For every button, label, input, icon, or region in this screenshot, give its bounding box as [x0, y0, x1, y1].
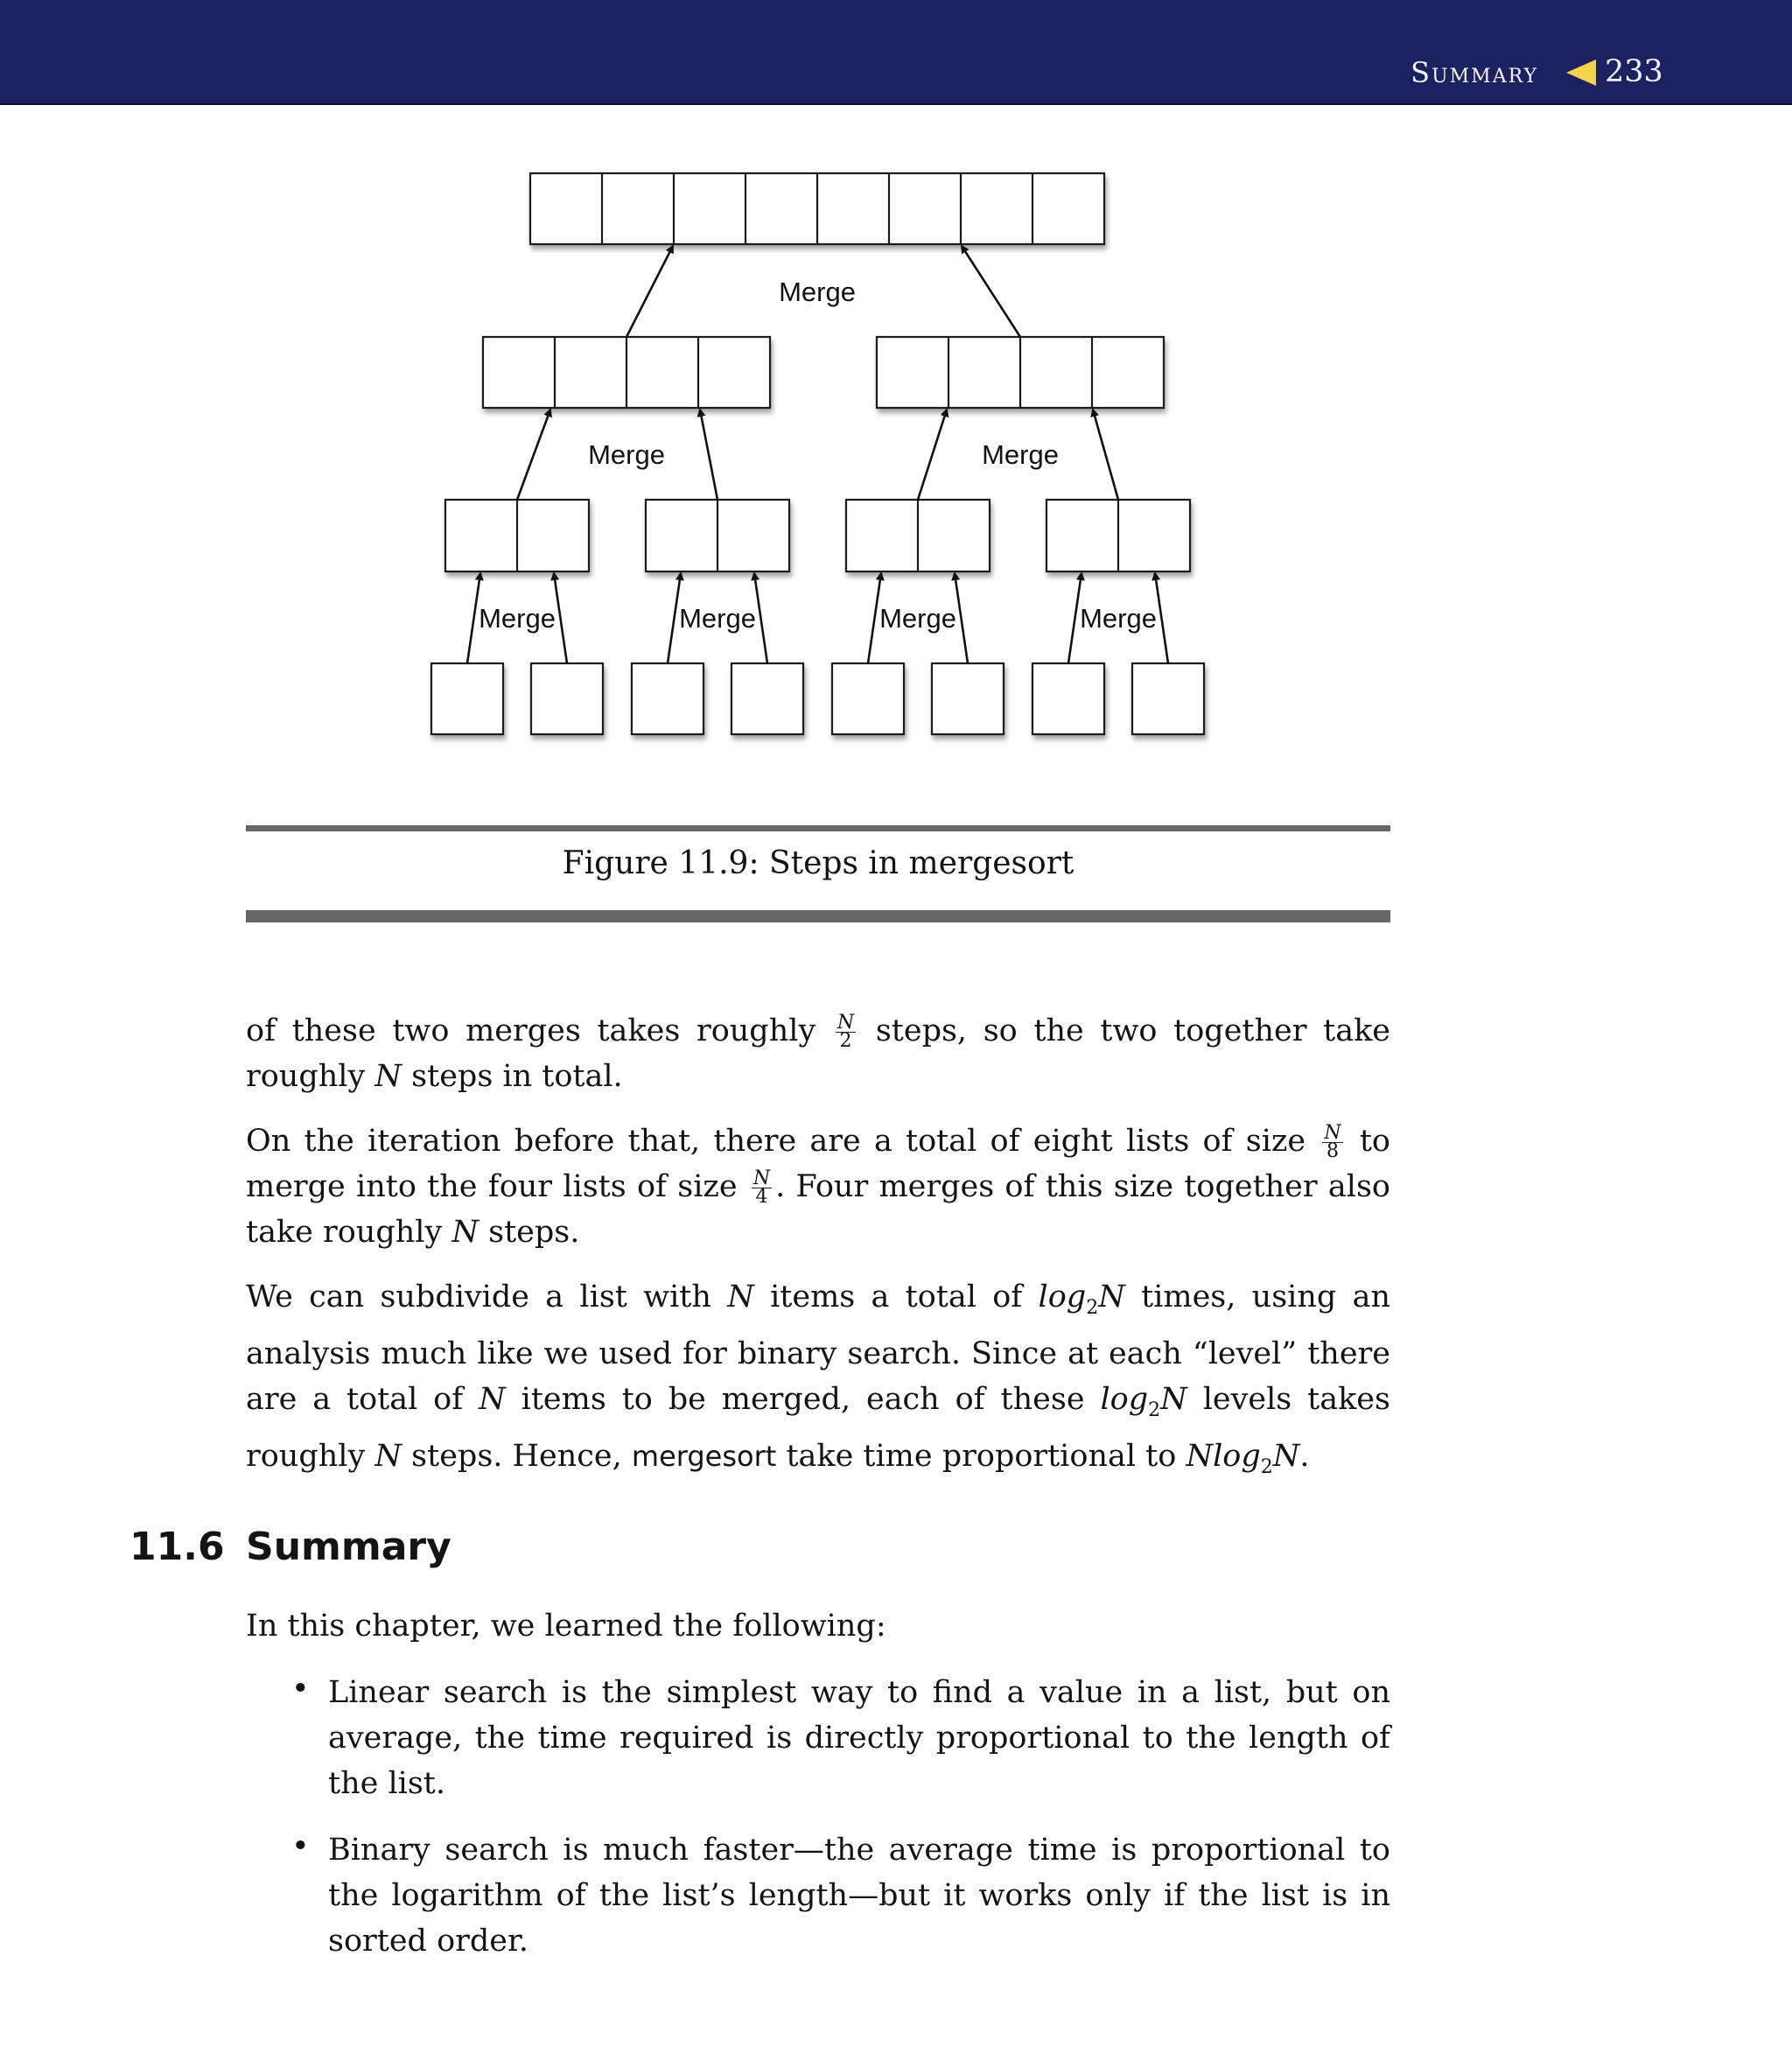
bullet-marker: •	[291, 1672, 310, 1707]
single-cell-3	[632, 663, 704, 734]
merge-arrow	[626, 246, 673, 337]
merged-array-2-c	[846, 500, 990, 571]
single-cell-1	[431, 663, 503, 734]
bullet-marker: •	[291, 1829, 310, 1864]
merged-array-2-a	[445, 500, 589, 571]
merge-arrow	[517, 410, 550, 500]
mergesort-diagram	[0, 0, 1792, 788]
merge-arrow	[700, 410, 718, 500]
merge-label: Merge	[588, 439, 665, 470]
merge-arrow	[1093, 410, 1118, 500]
single-cell-5	[832, 663, 904, 734]
merge-label: Merge	[679, 603, 756, 634]
code-term: mergesort	[631, 1440, 777, 1473]
fraction: $\frac{N}{2}$	[836, 1012, 855, 1052]
merge-arrow	[962, 246, 1020, 337]
single-cell-2	[531, 663, 603, 734]
merge-label: Merge	[1080, 603, 1157, 634]
figure-caption: Figure 11.9: Steps in mergesort	[562, 845, 1074, 881]
fraction: $\frac{N}{4}$	[752, 1167, 771, 1208]
single-cell-7	[1032, 663, 1104, 734]
log-expression: Nlog$_2$N	[1186, 1439, 1300, 1478]
merge-label: Merge	[779, 277, 856, 307]
merged-array-2-b	[646, 500, 789, 571]
merge-label: Merge	[879, 603, 956, 634]
section-title: Summary	[246, 1525, 452, 1569]
single-cell-8	[1132, 663, 1204, 734]
merged-array-2-d	[1046, 500, 1190, 571]
section-intro: In this chapter, we learned the following:	[246, 1609, 886, 1644]
paragraph-1: of these two merges takes roughly $\frac{N}{2}$ steps, so the two together take roughly N steps in total.	[246, 1012, 1390, 1094]
running-header-title: Summary	[1410, 56, 1538, 89]
merged-array-4-right	[877, 337, 1164, 408]
merge-label: Merge	[982, 439, 1059, 470]
caption-rule-top	[246, 825, 1390, 831]
paragraph-2: On the iteration before that, there are a total of eight lists of size $\frac{N}{8}$ to merge into the four lists of size $\frac{N}{4}$ . Four merges of this size together also take roughly N steps.	[246, 1122, 1390, 1250]
merge-arrow	[554, 573, 567, 663]
merge-arrow	[918, 410, 947, 500]
single-cell-4	[732, 663, 803, 734]
section-number: 11.6	[130, 1525, 225, 1569]
fraction: $\frac{N}{8}$	[1324, 1122, 1341, 1162]
log-expression: $\log_2N$	[1038, 1279, 1125, 1319]
bullet-item: Binary search is much faster—the average time is proportional to the logarithm of the list’s length—but it works only if the list is in sorted order.	[328, 1833, 1390, 1959]
caption-rule-bottom	[246, 910, 1390, 922]
merged-array-4-left	[483, 337, 770, 408]
merge-arrow	[1155, 573, 1168, 663]
merge-arrow	[955, 573, 968, 663]
merge-arrow	[754, 573, 767, 663]
bullet-item: Linear search is the simplest way to find a value in a list, but on average, the time required is directly proportional to the length of the list.	[328, 1675, 1390, 1801]
single-cell-6	[932, 663, 1004, 734]
paragraph-3: We can subdivide a list with N items a total of $\log_2N$ times, using an analysis much like we used for binary search. Since at each “level” there are a total of N items to be merged, each of these $\log_2N$ levels takes roughly N steps. Hence, mergesort take time proportional to Nlog$_2$N.	[246, 1279, 1390, 1478]
page-number: 233	[1605, 54, 1663, 89]
merged-array-8	[530, 173, 1104, 244]
log-expression: $\log_2N$	[1100, 1382, 1187, 1421]
merge-label: Merge	[479, 603, 556, 634]
